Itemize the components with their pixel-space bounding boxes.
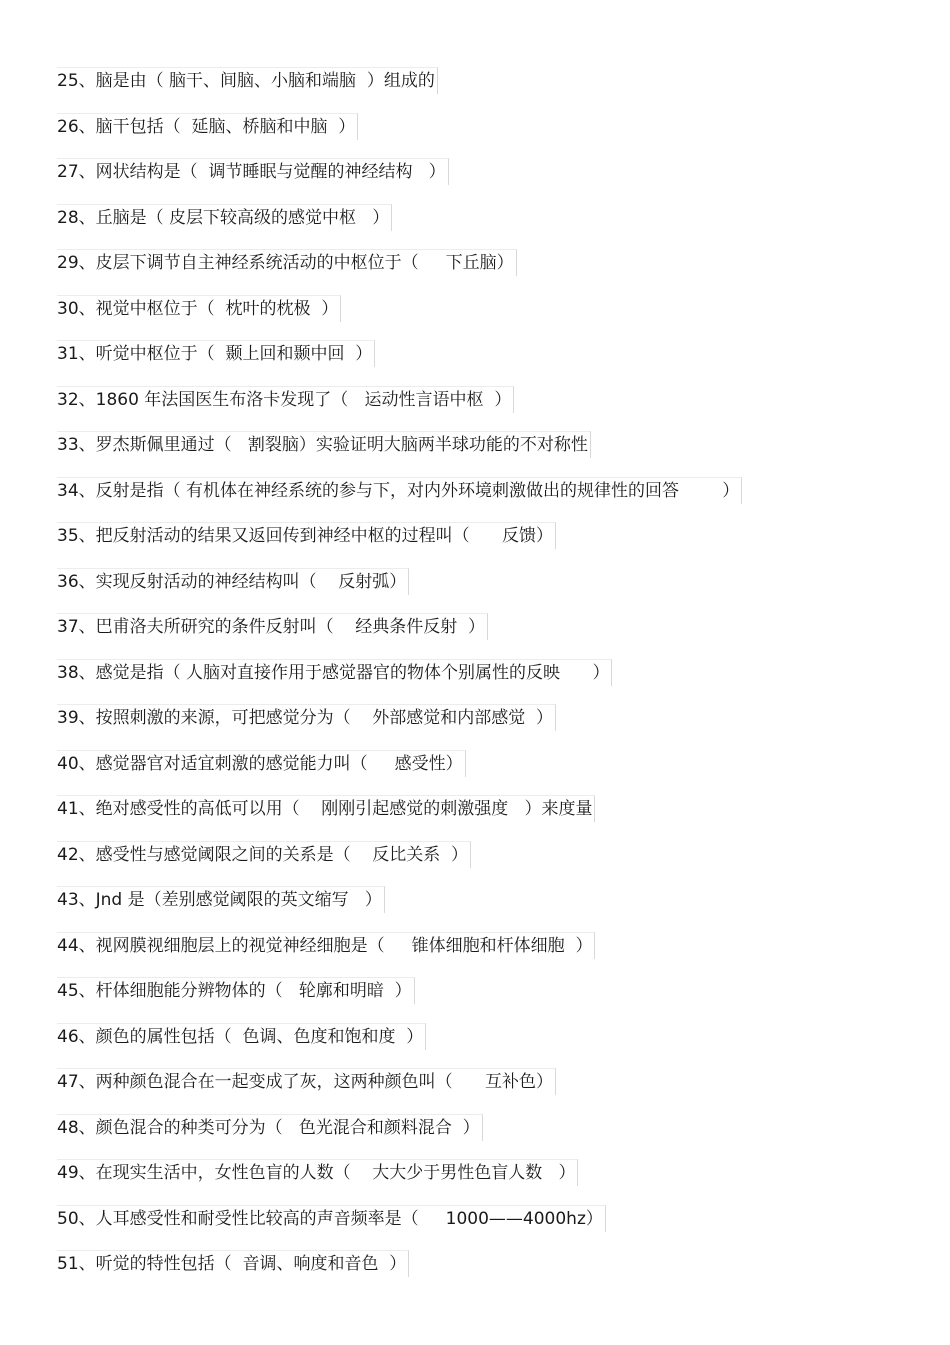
question-text: 48、颜色混合的种类可分为（ 色光混合和颜料混合 ） — [57, 1114, 483, 1141]
question-item-28 — [57, 195, 917, 241]
question-item-35 — [57, 513, 917, 559]
question-item-37 — [57, 604, 917, 650]
question-item-45 — [57, 968, 917, 1014]
question-item-30 — [57, 286, 917, 332]
question-text: 36、实现反射活动的神经结构叫（ 反射弧） — [57, 568, 409, 595]
question-text: 41、绝对感受性的高低可以用（ 刚刚引起感觉的刺激强度 ）来度量 — [57, 795, 595, 822]
question-list — [57, 58, 917, 1287]
question-item-33 — [57, 422, 917, 468]
question-item-29 — [57, 240, 917, 286]
question-text: 35、把反射活动的结果又返回传到神经中枢的过程叫（ 反馈） — [57, 522, 556, 549]
question-item-43 — [57, 877, 917, 923]
question-text: 27、网状结构是（ 调节睡眠与觉醒的神经结构 ） — [57, 158, 449, 185]
question-text: 46、颜色的属性包括（ 色调、色度和饱和度 ） — [57, 1023, 426, 1050]
question-item-34 — [57, 468, 917, 514]
question-text: 28、丘脑是（ 皮层下较高级的感觉中枢 ） — [57, 204, 392, 231]
question-text: 30、视觉中枢位于（ 枕叶的枕极 ） — [57, 295, 341, 322]
question-text: 25、脑是由（ 脑干、间脑、小脑和端脑 ）组成的 — [57, 67, 438, 94]
question-item-25 — [57, 58, 917, 104]
question-item-27 — [57, 149, 917, 195]
question-item-40 — [57, 741, 917, 787]
question-text: 29、皮层下调节自主神经系统活动的中枢位于（ 下丘脑） — [57, 249, 517, 276]
question-item-51 — [57, 1241, 917, 1287]
question-item-49 — [57, 1150, 917, 1196]
question-text: 49、在现实生活中，女性色盲的人数（ 大大少于男性色盲人数 ） — [57, 1159, 578, 1186]
question-item-39 — [57, 695, 917, 741]
question-text: 33、罗杰斯佩里通过（ 割裂脑）实验证明大脑两半球功能的不对称性 — [57, 431, 591, 458]
question-item-48 — [57, 1105, 917, 1151]
question-item-46 — [57, 1014, 917, 1060]
question-item-47 — [57, 1059, 917, 1105]
question-text: 32、1860 年法国医生布洛卡发现了（ 运动性言语中枢 ） — [57, 386, 514, 413]
question-text: 26、脑干包括（ 延脑、桥脑和中脑 ） — [57, 113, 358, 140]
question-item-36 — [57, 559, 917, 605]
question-item-44 — [57, 923, 917, 969]
question-text: 37、巴甫洛夫所研究的条件反射叫（ 经典条件反射 ） — [57, 613, 488, 640]
question-item-26 — [57, 104, 917, 150]
question-text: 38、感觉是指（ 人脑对直接作用于感觉器官的物体个别属性的反映 ） — [57, 659, 612, 686]
question-item-42 — [57, 832, 917, 878]
question-text: 34、反射是指（ 有机体在神经系统的参与下，对内外环境刺激做出的规律性的回答 ） — [57, 477, 742, 504]
question-item-41 — [57, 786, 917, 832]
question-text: 42、感受性与感觉阈限之间的关系是（ 反比关系 ） — [57, 841, 471, 868]
question-text: 40、感觉器官对适宜刺激的感觉能力叫（ 感受性） — [57, 750, 466, 777]
question-text: 31、听觉中枢位于（ 颞上回和颞中回 ） — [57, 340, 375, 367]
question-item-32 — [57, 377, 917, 423]
question-text: 43、Jnd 是（差别感觉阈限的英文缩写 ） — [57, 886, 385, 913]
question-item-31 — [57, 331, 917, 377]
question-item-50 — [57, 1196, 917, 1242]
question-text: 50、人耳感受性和耐受性比较高的声音频率是（ 1000——4000hz） — [57, 1205, 606, 1232]
question-text: 39、按照刺激的来源，可把感觉分为（ 外部感觉和内部感觉 ） — [57, 704, 556, 731]
question-text: 47、两种颜色混合在一起变成了灰，这两种颜色叫（ 互补色） — [57, 1068, 556, 1095]
question-item-38 — [57, 650, 917, 696]
question-text: 51、听觉的特性包括（ 音调、响度和音色 ） — [57, 1250, 409, 1277]
question-text: 44、视网膜视细胞层上的视觉神经细胞是（ 锥体细胞和杆体细胞 ） — [57, 932, 595, 959]
question-text: 45、杆体细胞能分辨物体的（ 轮廓和明暗 ） — [57, 977, 415, 1004]
